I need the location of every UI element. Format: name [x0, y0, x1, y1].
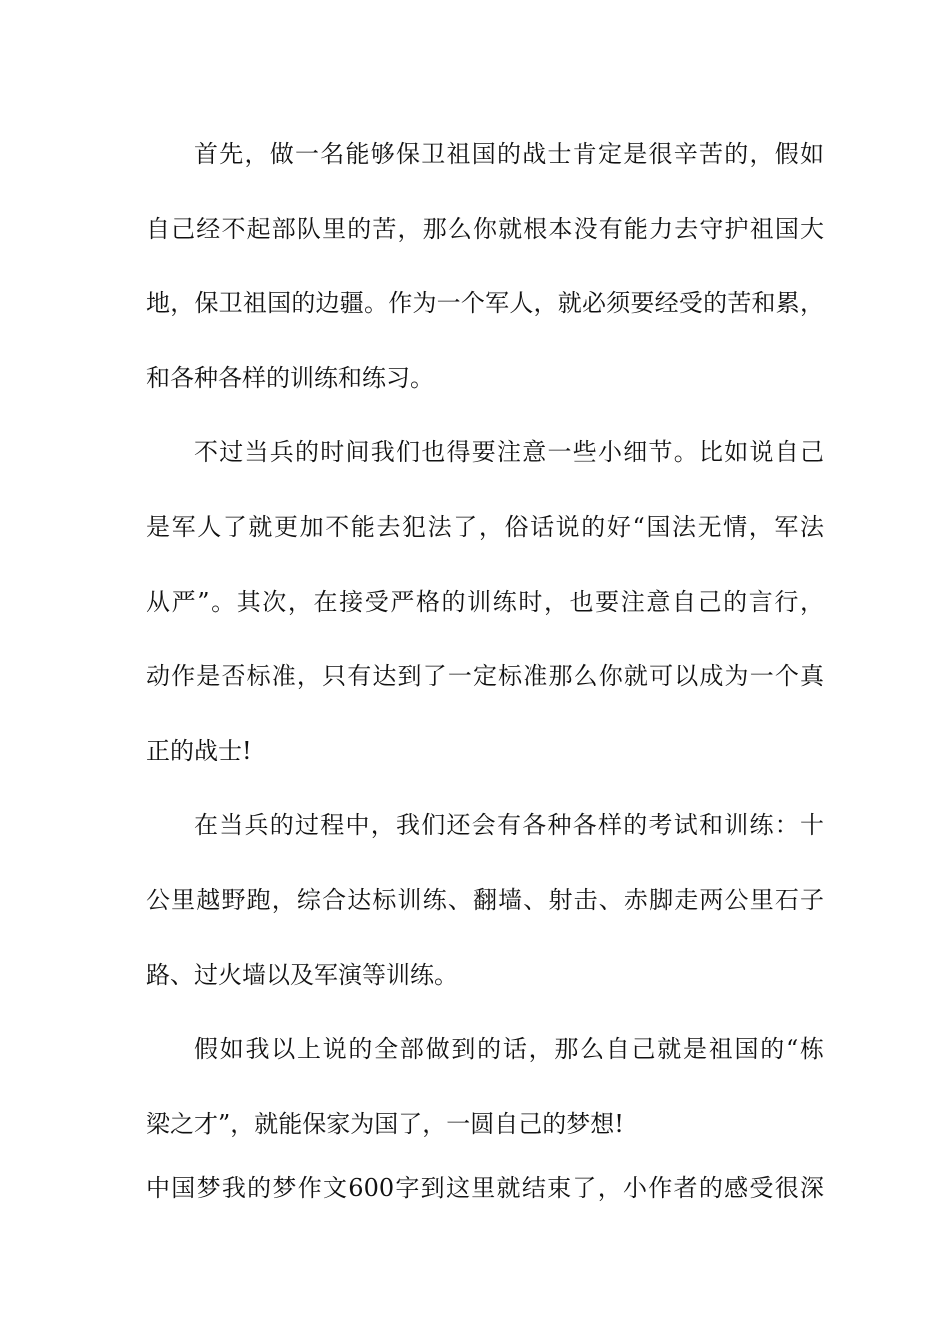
paragraph-4-line-1: 假如我以上说的全部做到的话，那么自己就是祖国的“栋: [194, 1035, 824, 1064]
paragraph-2-line-5: 正的战士!: [146, 736, 252, 765]
paragraph-5-line-1: 中国梦我的梦作文600字到这里就结束了，小作者的感受很深: [146, 1173, 824, 1202]
paragraph-1-line-1: 首先，做一名能够保卫祖国的战士肯定是很辛苦的，假如: [194, 140, 824, 168]
paragraph-3-line-3: 路、过火墙以及军演等训练。: [146, 960, 458, 989]
paragraph-1-line-4: 和各种各样的训练和练习。: [146, 363, 434, 392]
paragraph-3-line-1: 在当兵的过程中，我们还会有各种各样的考试和训练：十: [194, 811, 824, 840]
paragraph-4-line-2: 梁之才”，就能保家为国了，一圆自己的梦想!: [146, 1109, 624, 1138]
paragraph-2-line-3: 从严”。其次，在接受严格的训练时，也要注意自己的言行，: [146, 587, 824, 616]
paragraph-2-line-1: 不过当兵的时间我们也得要注意一些小细节。比如说自己: [194, 438, 824, 467]
paragraph-1-line-3: 地，保卫祖国的边疆。作为一个军人，就必须要经受的苦和累，: [146, 289, 824, 318]
paragraph-2-line-4: 动作是否标准，只有达到了一定标准那么你就可以成为一个真: [146, 662, 824, 691]
paragraph-3-line-2: 公里越野跑，综合达标训练、翻墙、射击、赤脚走两公里石子: [146, 885, 824, 914]
paragraph-1-line-2: 自己经不起部队里的苦，那么你就根本没有能力去守护祖国大: [146, 214, 824, 243]
document-body: [146, 132, 824, 1240]
paragraph-2-line-2: 是军人了就更加不能去犯法了，俗话说的好“国法无情，军法: [146, 512, 824, 541]
